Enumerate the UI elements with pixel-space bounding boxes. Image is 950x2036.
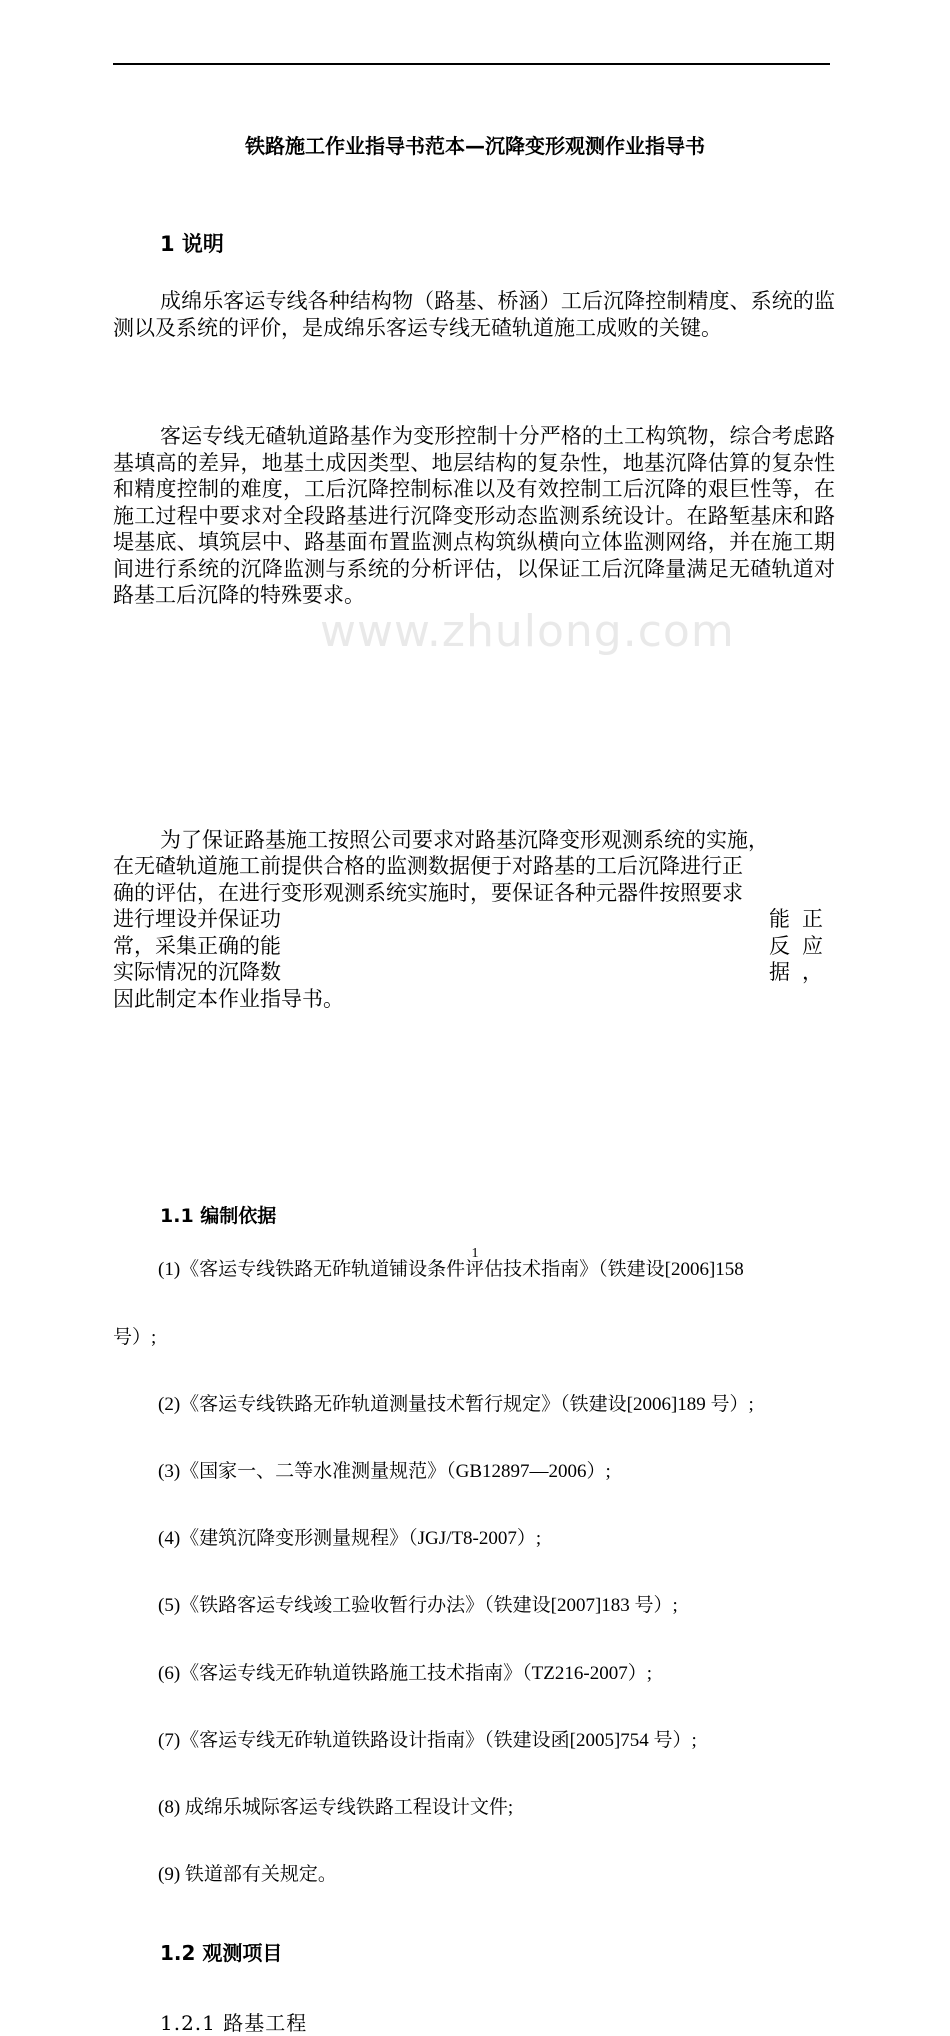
section-heading-1-2-1: 1.2.1 路基工程 <box>160 2011 308 2035</box>
reference-item: (7)《客运专线无砟轨道铁路设计指南》（铁建设函[2005]754 号）; <box>158 1730 697 1751</box>
header-rule <box>113 63 830 65</box>
paragraph-3-line: 为了保证路基施工按照公司要求对路基沉降变形观测系统的实施， <box>160 827 769 852</box>
paragraph-3-split-line <box>113 933 835 960</box>
paragraph-2: 客运专线无碴轨道路基作为变形控制十分严格的土工构筑物，综合考虑路基填高的差异，地基土成因类型、地层结构的复杂性，地基沉降估算的复杂性和精度控制的难度，工后沉降控制标准以及有效控制工后沉降的艰巨性等，在施工过程中要求对全段路基进行沉降变形动态监测系统设计。在路堑基床和路堤基底、填筑层中、路基面布置监测点构筑纵横向立体监测网络，并在施工期间进行系统的沉降监测与系统的分析评估，以保证工后沉降量满足无碴轨道对路基工后沉降的特殊要求。 <box>113 424 835 607</box>
reference-item: (1)《客运专线铁路无砟轨道铺设条件评估技术指南》（铁建设[2006]158 <box>158 1259 744 1280</box>
paragraph-3-line: 在无碴轨道施工前提供合格的监测数据便于对路基的工后沉降进行正 <box>113 854 743 878</box>
reference-item: (6)《客运专线无砟轨道铁路施工技术指南》（TZ216-2007）; <box>158 1663 652 1684</box>
split-right-text: 能正 <box>769 907 835 931</box>
page-number: 1 <box>471 1246 479 1261</box>
reference-item: (5)《铁路客运专线竣工验收暂行办法》（铁建设[2007]183 号）; <box>158 1595 678 1616</box>
split-left-text: 实际情况的沉降数 <box>113 960 281 984</box>
paragraph-3-split-line <box>113 906 835 933</box>
paragraph-3-split-line <box>113 959 835 986</box>
paragraph-3-line: 因此制定本作业指导书。 <box>113 986 344 1011</box>
split-left-text: 进行埋设并保证功 <box>113 907 281 931</box>
reference-item: (3)《国家一、二等水准测量规范》（GB12897—2006）; <box>158 1461 611 1482</box>
reference-item: (4)《建筑沉降变形测量规程》（JGJ/T8-2007）; <box>158 1528 542 1549</box>
watermark: www.zhulong.com <box>320 606 735 657</box>
split-left-text: 常，采集正确的能 <box>113 933 281 958</box>
paragraph-1: 成绵乐客运专线各种结构物（路基、桥涵）工后沉降控制精度、系统的监测以及系统的评价，是成绵乐客运专线无碴轨道施工成败的关键。 <box>113 289 835 340</box>
reference-item: (2)《客运专线铁路无砟轨道测量技术暂行规定》（铁建设[2006]189 号）; <box>158 1394 754 1415</box>
section-heading-1-2: 1.2 观测项目 <box>160 1941 283 1965</box>
reference-item: (8) 成绵乐城际客运专线铁路工程设计文件; <box>158 1797 514 1818</box>
split-right-text: 反应 <box>769 933 835 958</box>
section-heading-1: 1 说明 <box>160 232 224 256</box>
document-title: 铁路施工作业指导书范本—沉降变形观测作业指导书 <box>245 134 705 158</box>
reference-item: (9) 铁道部有关规定。 <box>158 1864 337 1885</box>
split-right-text: 据， <box>769 960 835 984</box>
paragraph-3-line: 确的评估，在进行变形观测系统实施时，要保证各种元器件按照要求 <box>113 880 743 905</box>
reference-item-wrap: 号）; <box>113 1327 157 1348</box>
paragraph-3 <box>113 827 835 1013</box>
section-heading-1-1: 1.1 编制依据 <box>160 1205 277 1227</box>
